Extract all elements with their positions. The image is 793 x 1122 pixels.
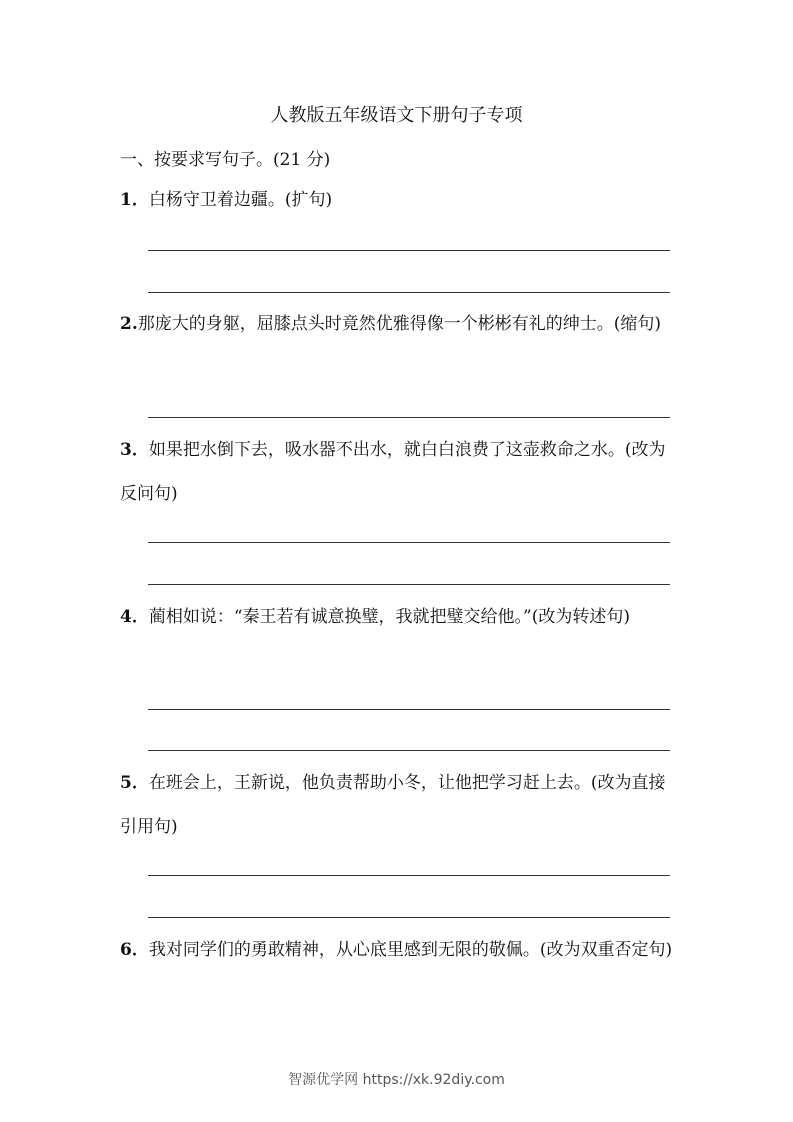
- question-number: 4．: [120, 607, 149, 627]
- section-points: (21 分): [273, 150, 331, 170]
- question-text: 蔺相如说：“秦王若有诚意换璧，我就把璧交给他。”(改为转述句): [148, 607, 630, 627]
- answer-line[interactable]: [148, 917, 670, 918]
- question-text: 在班会上，王新说，他负责帮助小冬，让他把学习赶上去。(改为直接引用句): [120, 773, 666, 837]
- question-5: [120, 761, 675, 849]
- question-3: [120, 428, 675, 516]
- answer-line[interactable]: [148, 584, 670, 585]
- question-text: 白杨守卫着边疆。(扩句): [148, 190, 333, 210]
- answer-line[interactable]: [148, 750, 670, 751]
- question-number: 2.: [120, 314, 138, 334]
- question-number: 6．: [120, 940, 149, 960]
- answer-line[interactable]: [148, 542, 670, 543]
- question-text: 我对同学们的勇敢精神，从心底里感到无限的敬佩。(改为双重否定句): [148, 940, 673, 960]
- section-label: 一、按要求写句子。: [120, 150, 273, 170]
- answer-line[interactable]: [148, 875, 670, 876]
- question-number: 3．: [120, 440, 149, 460]
- answer-line[interactable]: [148, 709, 670, 710]
- question-2: [120, 302, 675, 346]
- question-4: [120, 595, 675, 639]
- question-number: 1．: [120, 190, 149, 210]
- answer-line[interactable]: [148, 292, 670, 293]
- question-number: 5．: [120, 773, 149, 793]
- question-6: [120, 928, 675, 972]
- answer-line[interactable]: [148, 250, 670, 251]
- footer-watermark: 智源优学网 https://xk.92diy.com: [288, 1072, 505, 1088]
- question-1: [120, 178, 675, 222]
- page-title: 人教版五年级语文下册句子专项: [270, 105, 523, 126]
- question-text: 那庞大的身躯，屈膝点头时竟然优雅得像一个彬彬有礼的绅士。(缩句): [137, 314, 662, 334]
- section-heading: [120, 147, 330, 173]
- question-text: 如果把水倒下去，吸水器不出水，就白白浪费了这壶救命之水。(改为反问句): [120, 440, 666, 504]
- answer-line[interactable]: [148, 417, 670, 418]
